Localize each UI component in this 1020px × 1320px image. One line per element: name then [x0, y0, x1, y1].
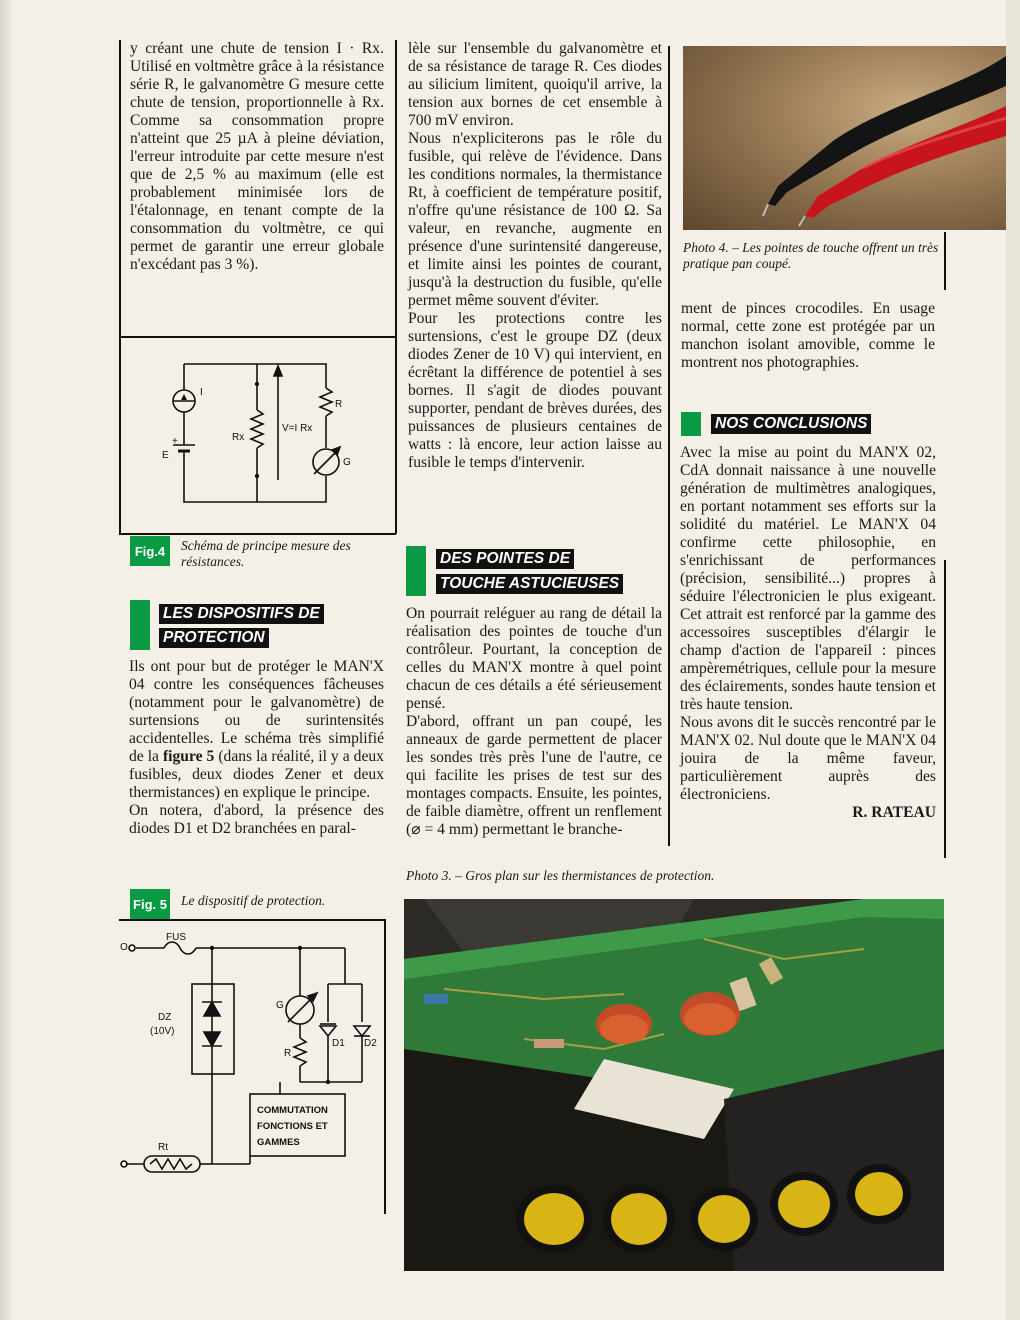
- figure-frame-top: [119, 919, 385, 921]
- column-2-text: [408, 40, 662, 472]
- column-rule: [944, 560, 946, 858]
- label-g: G: [276, 1000, 284, 1011]
- text-run: Ils ont pour but de protéger le MAN'X 04 contre les conséquences fâcheuses (notamment pour le galvanomètre) de surtensions ou de surintensités accidentelles. Le schéma très simplifié de la: [129, 658, 384, 765]
- label-r: R: [284, 1048, 292, 1059]
- column-2-lower-text: [406, 605, 662, 839]
- label-gammes: GAMMES: [257, 1137, 300, 1148]
- heading-marker: [681, 412, 701, 436]
- paragraph: y créant une chute de tension I · Rx. Utilisé en voltmètre grâce à la résistance série R, le galvanomètre G mesure cette chute de tension, proportionnelle à Rx. Comme sa consommation propre n'atteint que 25 µA à pleine déviation, l'erreur introduite par cette mesure n'est que de 2,5 % au maximum (elle est probablement minimisée lors de l'étalonnage, en tenant compte de la consommation du voltmètre, ce qui permet de garantir une erreur globale n'excédant pas 3 %).: [130, 40, 384, 273]
- heading-protection-line1: LES DISPOSITIFS DE: [159, 604, 324, 624]
- label-r: R: [335, 399, 343, 410]
- test-probes-illustration: [683, 46, 1006, 230]
- figure-frame-bottom: [119, 533, 396, 535]
- text-run: (dans la réalité, il y a deux fusibles, deux diodes Zener et deux thermistances) en explique le principe.: [129, 748, 384, 801]
- column-1-text: [130, 40, 384, 274]
- column-rule: [395, 40, 397, 534]
- author-signature: R. RATEAU: [852, 804, 936, 821]
- page-binding-shadow: [0, 0, 14, 1320]
- column-rule: [668, 46, 670, 846]
- paragraph: Nous avons dit le succès rencontré par le MAN'X 02. Nul doute que le MAN'X 04 jouira de la même faveur, particulièrement auprès des électroniciens.: [680, 714, 936, 803]
- paragraph: D'abord, offrant un pan coupé, les anneaux de garde permettent de placer les sondes très près l'une de l'autre, ce qui facilite les prises de test sur des montages compacts. Ensuite, les pointes, de faible diamètre, offrent un renflement (⌀ = 4 mm) permettant le branche-: [406, 713, 662, 838]
- label-rt: Rt: [158, 1142, 168, 1153]
- label-i: I: [200, 387, 203, 398]
- figure-reference: figure 5: [162, 748, 215, 765]
- heading-protection-line2: PROTECTION: [159, 628, 269, 648]
- paragraph: On notera, d'abord, la présence des diodes D1 et D2 branchées en paral-: [129, 802, 384, 837]
- fig4-circuit-diagram: [140, 350, 380, 525]
- column-rule: [944, 232, 946, 290]
- label-plus: +: [172, 436, 178, 447]
- paragraph: [129, 658, 384, 802]
- column-rule: [119, 40, 121, 336]
- fig5-tag: Fig. 5: [130, 889, 170, 919]
- heading-marker: [406, 546, 426, 596]
- label-g: G: [343, 457, 351, 468]
- heading-pointes-line1: DES POINTES DE: [436, 549, 574, 569]
- column-1-lower-text: [129, 658, 384, 838]
- figure-frame-top: [119, 336, 396, 338]
- heading-pointes-line2: TOUCHE ASTUCIEUSES: [436, 574, 623, 594]
- heading-marker: [130, 600, 150, 650]
- label-d1: D1: [332, 1038, 345, 1049]
- fig4-tag: Fig.4: [130, 536, 170, 566]
- label-fonctions: FONCTIONS ET: [257, 1121, 328, 1132]
- label-e: E: [162, 450, 169, 461]
- photo-4-caption: Photo 4. – Les pointes de touche offrent un très pratique pan coupé.: [683, 240, 939, 271]
- photo-4-test-probes: [683, 46, 1006, 230]
- paragraph: Pour les protections contre les surtensions, c'est le groupe DZ (deux diodes Zener de 10 V) qui intervient, en écrêtant la différence de potentiel à ses bornes. Il s'agit de diodes pouvant supporter, pendant de brèves durées, des puissances de plusieurs centaines de watts : là encore, leur action laisse au fusible le temps d'intervenir.: [408, 310, 662, 471]
- figure-frame-right: [384, 919, 386, 1214]
- label-dz: DZ: [158, 1012, 172, 1023]
- fig4-caption: Schéma de principe mesure des résistances.: [181, 538, 351, 569]
- label-d2: D2: [364, 1038, 377, 1049]
- paragraph: lèle sur l'ensemble du galvanomètre et de sa résistance de tarage R. Ces diodes au silicium limitent, quoiqu'il arrive, la tension aux bornes de cet ensemble à 700 mV environ.: [408, 40, 662, 129]
- photo-3-caption: Photo 3. – Gros plan sur les thermistances de protection.: [406, 868, 715, 883]
- label-o: O: [120, 942, 128, 953]
- column-3-text: [681, 300, 935, 372]
- label-dz-voltage: (10V): [150, 1026, 175, 1037]
- paragraph: ment de pinces crocodiles. En usage normal, cette zone est protégée par un manchon isolant amovible, comme le montrent nos photographies.: [681, 300, 935, 371]
- page-edge: [1006, 0, 1020, 1320]
- label-fus: FUS: [166, 932, 186, 943]
- label-virx: V=I Rx: [282, 423, 313, 434]
- circuit-board-illustration: [404, 899, 944, 1271]
- paragraph: On pourrait reléguer au rang de détail la réalisation des pointes de touche d'un contrôleur. Pourtant, la conception de celles du MAN'X montre à quel point chacun de ces détails a été sérieusement pensé.: [406, 605, 662, 712]
- paragraph: Avec la mise au point du MAN'X 02, CdA donnait naissance à une nouvelle génération de multimètres analogiques, en portant notamment ses efforts sur la solidité du matériel. Le MAN'X 04 confirme cette philosophie, en s'enrichissant de performances (précision, sensibilité...) propres à séduire l'électronicien le plus exigeant. Cet attrait est renforcé par la gamme des accessoires susceptibles d'élargir le champ d'action de l'appareil : pinces ampèremétriques, cellule pour la mesure des éclairements, sondes haute tension et très haute tension.: [680, 444, 936, 713]
- paragraph: Nous n'expliciterons pas le rôle du fusible, qui relève de l'évidence. Dans les conditions normales, la thermistance Rt, à coefficient de température positif, n'offre qu'une résistance de 100 Ω. Sa valeur, en revanche, augmente en présence d'une surintensité dangereuse, et limite ainsi les pointes de courant, jusqu'à la destruction du fusible, qu'elle permet même souvent d'éviter.: [408, 130, 662, 309]
- fig5-caption: Le dispositif de protection.: [181, 893, 326, 908]
- heading-conclusions: NOS CONCLUSIONS: [711, 414, 871, 434]
- fig5-protection-diagram: [120, 922, 382, 1212]
- label-rx: Rx: [232, 432, 245, 443]
- column-3-lower-text: [680, 444, 936, 822]
- label-commutation: COMMUTATION: [257, 1105, 328, 1116]
- figure-frame-left: [119, 336, 121, 534]
- photo-3-thermistors: [404, 899, 944, 1271]
